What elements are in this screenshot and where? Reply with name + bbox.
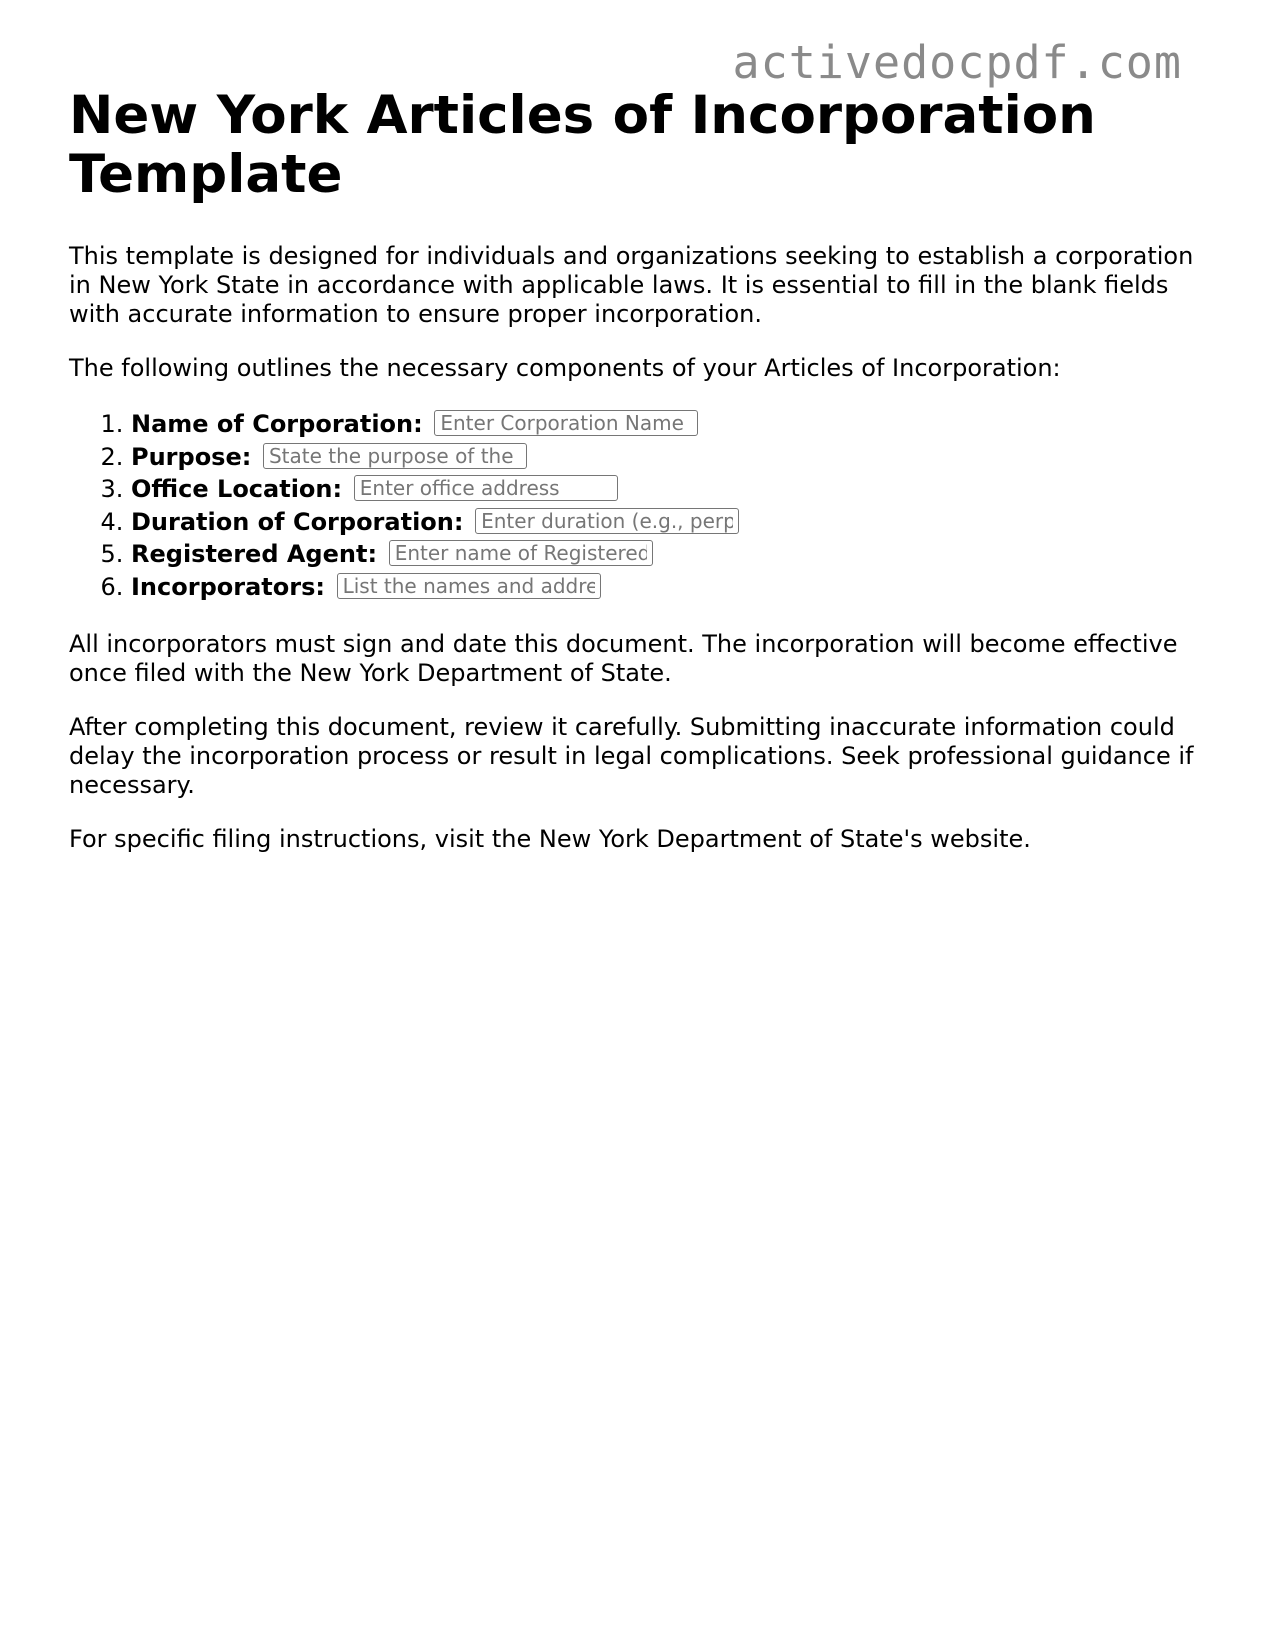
signing-note: All incorporators must sign and date this document. The incorporation will become effective once filed with the New York Department of State. — [69, 630, 1178, 687]
filing-note: For specific filing instructions, visit the New York Department of State's website. — [69, 825, 1031, 853]
document-body — [69, 86, 1199, 879]
watermark: activedocpdf.com — [732, 36, 1182, 89]
intro-paragraph: This template is designed for individuals and organizations seeking to establish a corporation in New York State in accordance with applicable laws. It is essential to fill in the blank fields with accurate information to ensure proper incorporation. — [69, 242, 1194, 328]
field-label: Office Location: — [131, 475, 343, 503]
list-item-incorporators — [131, 571, 1199, 604]
office-location-input[interactable] — [354, 475, 618, 501]
duration-input[interactable] — [475, 508, 739, 534]
list-item-corporation-name — [131, 408, 1199, 441]
incorporators-input[interactable] — [337, 573, 601, 599]
registered-agent-input[interactable] — [389, 540, 653, 566]
list-item-office-location — [131, 473, 1199, 506]
field-label: Duration of Corporation: — [131, 507, 464, 536]
components-intro: The following outlines the necessary components of your Articles of Incorporation: — [69, 354, 1061, 382]
list-item-duration — [131, 506, 1199, 539]
field-label: Name of Corporation: — [131, 410, 423, 438]
purpose-input[interactable] — [263, 443, 527, 469]
field-label: Incorporators: — [131, 572, 325, 601]
page-title: New York Articles of Incorporation Template — [69, 85, 1096, 205]
field-label: Purpose: — [131, 442, 252, 471]
field-label: Registered Agent: — [131, 540, 378, 568]
corporation-name-input[interactable] — [434, 410, 698, 436]
review-note: After completing this document, review it carefully. Submitting inaccurate information could delay the incorporation process or result in legal complications. Seek professional guidance if necessary. — [69, 713, 1194, 799]
list-item-registered-agent — [131, 538, 1199, 571]
list-item-purpose — [131, 441, 1199, 474]
components-list — [69, 408, 1199, 603]
